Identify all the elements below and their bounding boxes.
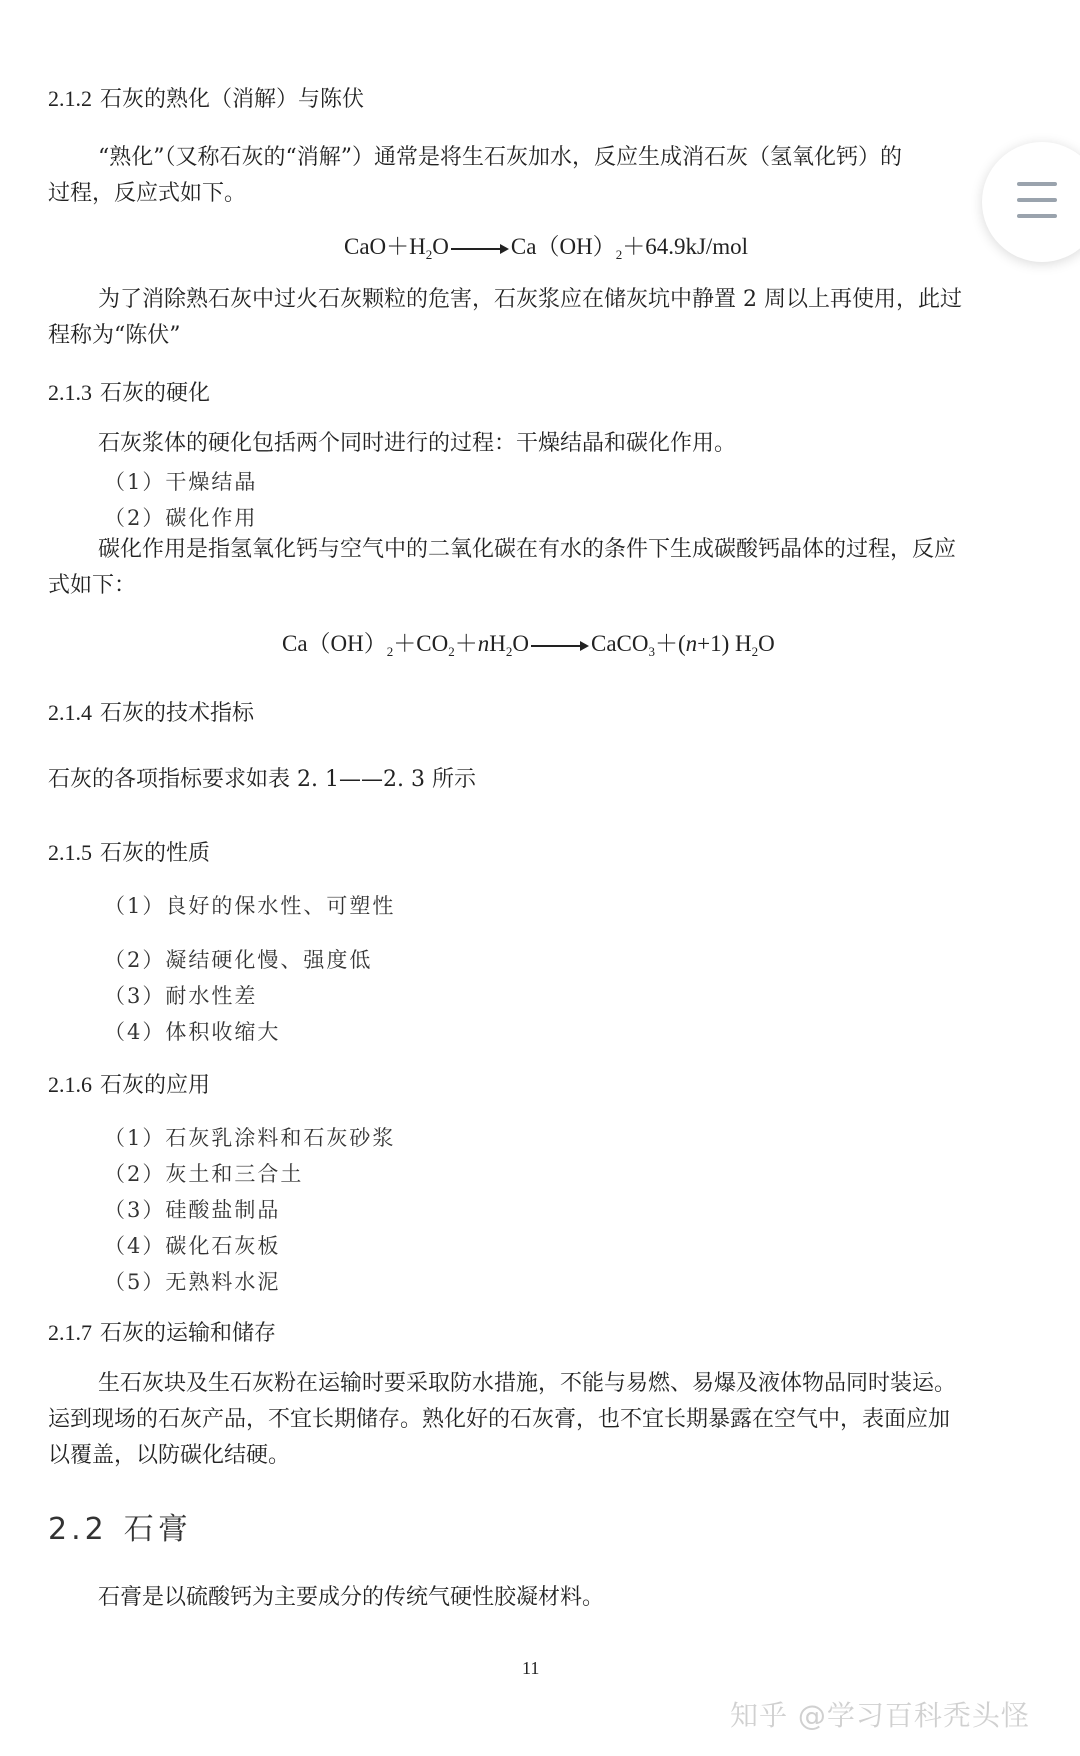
section-title: 石灰的技术指标 bbox=[100, 701, 255, 726]
list-item: （3）硅酸盐制品 bbox=[104, 1198, 281, 1222]
paragraph-aging-line1: 为了消除熟石灰中过火石灰颗粒的危害，石灰浆应在储灰坑中静置 2 周以上再使用，此过 bbox=[98, 287, 962, 312]
list-item: （2）凝结硬化慢、强度低 bbox=[104, 948, 373, 972]
list-item: （2）灰土和三合土 bbox=[104, 1162, 304, 1186]
section-heading-2-1-6 bbox=[48, 1068, 210, 1099]
paragraph-aging-line2: 程称为“陈伏” bbox=[48, 323, 181, 348]
section-heading-2-2 bbox=[48, 1504, 192, 1548]
list-item: （3）耐水性差 bbox=[104, 984, 258, 1008]
paragraph-indices: 石灰的各项指标要求如表 2. 1——2. 3 所示 bbox=[48, 767, 476, 792]
section-heading-2-1-5 bbox=[48, 836, 210, 867]
list-item: （1）良好的保水性、可塑性 bbox=[104, 894, 396, 918]
paragraph-carbonation-line2: 式如下： bbox=[48, 573, 137, 598]
paragraph-transport-line2: 运到现场的石灰产品，不宜长期储存。熟化好的石灰膏，也不宜长期暴露在空气中，表面应加 bbox=[48, 1407, 951, 1432]
section-number: 2.1.4 bbox=[48, 700, 92, 725]
menu-icon-bar bbox=[1017, 198, 1057, 202]
list-item: （2）碳化作用 bbox=[104, 506, 258, 530]
section-number: 2.2 bbox=[48, 1512, 108, 1547]
section-heading-2-1-3 bbox=[48, 376, 210, 407]
section-title: 石灰的硬化 bbox=[100, 381, 211, 406]
paragraph-hardening-intro: 石灰浆体的硬化包括两个同时进行的过程：干燥结晶和碳化作用。 bbox=[98, 431, 737, 456]
paragraph-transport-line3: 以覆盖，以防碳化结硬。 bbox=[48, 1443, 291, 1468]
hamburger-menu-button[interactable] bbox=[982, 142, 1080, 262]
section-number: 2.1.5 bbox=[48, 840, 92, 865]
hamburger-menu-icon bbox=[1017, 182, 1057, 186]
paragraph-carbonation-line1: 碳化作用是指氢氧化钙与空气中的二氧化碳在有水的条件下生成碳酸钙晶体的过程，反应 bbox=[98, 537, 957, 562]
paragraph-slaking-line1: “熟化”（又称石灰的“消解”）通常是将生石灰加水，反应生成消石灰（氢氧化钙）的 bbox=[98, 145, 902, 170]
section-title: 石灰的应用 bbox=[100, 1073, 211, 1098]
page-number: 11 bbox=[522, 1658, 540, 1678]
section-title: 石灰的运输和储存 bbox=[100, 1321, 277, 1346]
section-title: 石灰的性质 bbox=[100, 841, 211, 866]
section-number: 2.1.7 bbox=[48, 1320, 92, 1345]
section-heading-2-1-7 bbox=[48, 1316, 276, 1347]
section-number: 2.1.2 bbox=[48, 86, 92, 111]
paragraph-transport-line1: 生石灰块及生石灰粉在运输时要采取防水措施，不能与易燃、易爆及液体物品同时装运。 bbox=[98, 1371, 957, 1396]
formula-slaking: $CaO+H_2O$ $Ca(OH)_2+64.9kJ$/mol bbox=[344, 234, 749, 262]
section-heading-2-1-2 bbox=[48, 82, 364, 113]
list-item: （4）体积收缩大 bbox=[104, 1020, 281, 1044]
menu-icon-bar bbox=[1017, 214, 1057, 218]
list-item: （1）石灰乳涂料和石灰砂浆 bbox=[104, 1126, 396, 1150]
section-number: 2.1.6 bbox=[48, 1072, 92, 1097]
watermark: 知乎 @学习百科秃头怪 bbox=[730, 1699, 1030, 1732]
list-item: （5）无熟料水泥 bbox=[104, 1270, 281, 1294]
formula-carbonation: $Ca(OH)_2+CO_2+nH_2O$ CaCO$_3$＋(n+1) $H_2O$ bbox=[282, 631, 775, 659]
section-title: 石膏 bbox=[123, 1512, 192, 1547]
section-heading-2-1-4 bbox=[48, 696, 254, 727]
list-item: （4）碳化石灰板 bbox=[104, 1234, 281, 1258]
section-title: 石灰的熟化（消解）与陈伏 bbox=[100, 87, 365, 112]
list-item: （1）干燥结晶 bbox=[104, 470, 258, 494]
paragraph-gypsum-intro: 石膏是以硫酸钙为主要成分的传统气硬性胶凝材料。 bbox=[98, 1585, 605, 1610]
section-number: 2.1.3 bbox=[48, 380, 92, 405]
reaction-arrow-icon bbox=[451, 244, 509, 254]
paragraph-slaking-line2: 过程，反应式如下。 bbox=[48, 181, 247, 206]
reaction-arrow-icon bbox=[531, 641, 589, 651]
